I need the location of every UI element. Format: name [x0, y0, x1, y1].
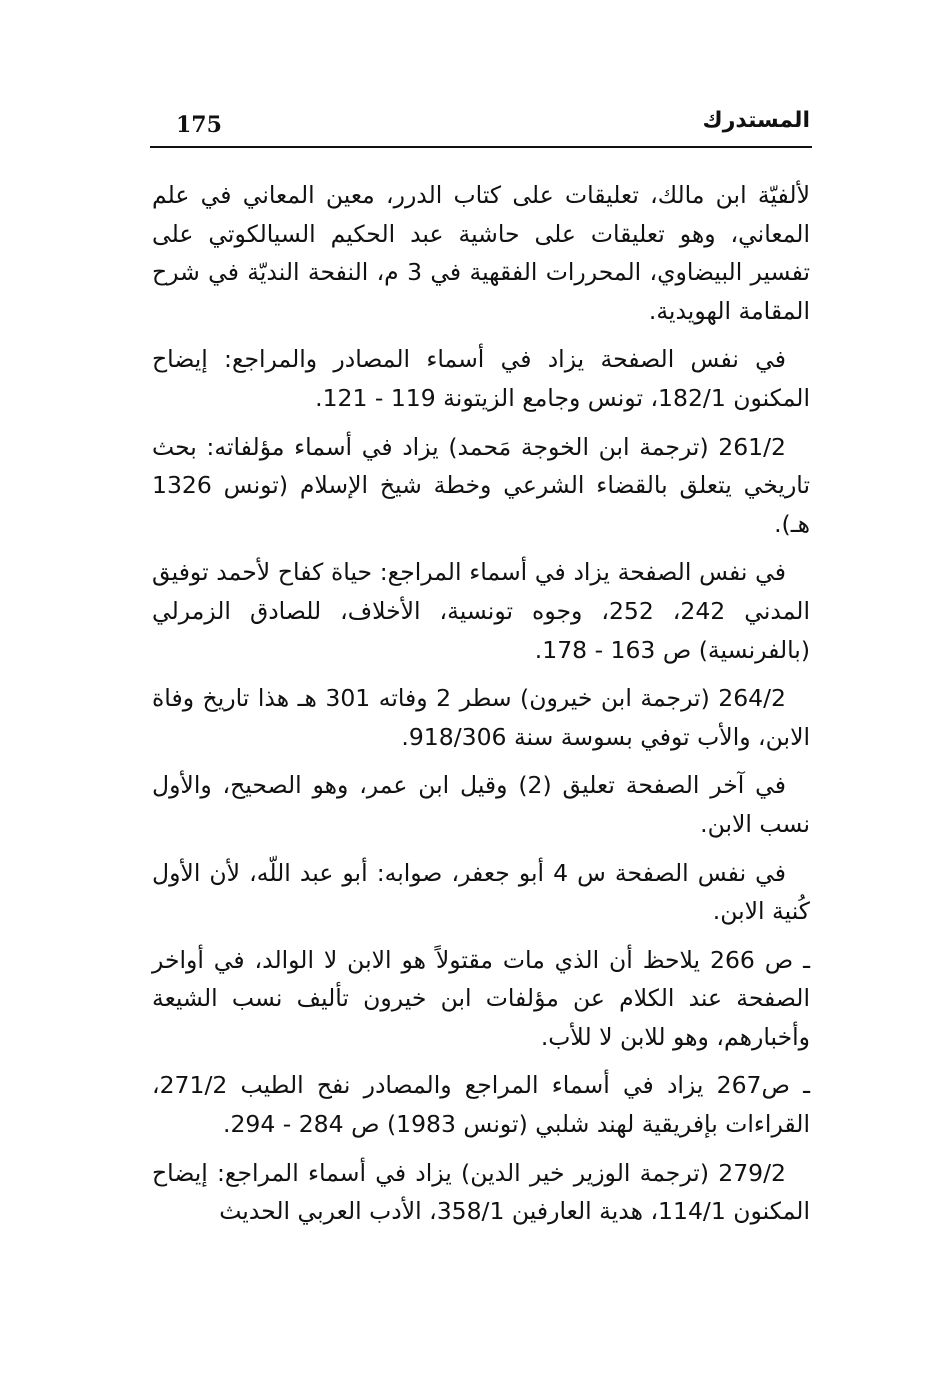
- paragraph: في آخر الصفحة تعليق (2) وقيل ابن عمر، وهو الصحيح، والأول نسب الابن.: [152, 771, 810, 838]
- paragraph: 264/2 (ترجمة ابن خيرون) سطر 2 وفاته 301 هـ هذا تاريخ وفاة الابن، والأب توفي بسوسة سنة 918/306.: [152, 684, 810, 751]
- paragraph: لألفيّة ابن مالك، تعليقات على كتاب الدرر، معين المعاني في علم المعاني، وهو تعليقات على حاشية عبد الحكيم السيالكوتي على تفسير البيضاوي، المحررات الفقهية في 3 م، النفحة النديّة في شرح المقامة الهويدية.: [152, 181, 810, 325]
- paragraph: ـ ص 266 يلاحظ أن الذي مات مقتولاً هو الابن لا الوالد، في أواخر الصفحة عند الكلام عن مؤلفات ابن خيرون تأليف نسب الشيعة وأخبارهم، وهو للابن لا للأب.: [152, 945, 810, 1051]
- page-header: [150, 100, 812, 148]
- page-number: 175: [176, 112, 222, 138]
- running-title: المستدرك: [702, 108, 810, 133]
- paragraph: في نفس الصفحة يزاد في أسماء المراجع: حياة كفاح لأحمد توفيق المدني 242، 252، وجوه تونسية، الأخلاف، للصادق الزمرلي (بالفرنسية) ص 163 - 178.: [152, 558, 810, 664]
- body-text: [152, 176, 810, 1241]
- paragraph: 279/2 (ترجمة الوزير خير الدين) يزاد في أسماء المراجع: إيضاح المكنون 114/1، هدية العارفين 358/1، الأدب العربي الحديث: [152, 1158, 810, 1226]
- paragraph: 261/2 (ترجمة ابن الخوجة مَحمد) يزاد في أسماء مؤلفاته: بحث تاريخي يتعلق بالقضاء الشرعي وخطة شيخ الإسلام (تونس 1326 هـ).: [152, 432, 810, 538]
- paragraph: في نفس الصفحة س 4 أبو جعفر، صوابه: أبو عبد اللّه، لأن الأول كُنية الابن.: [152, 858, 810, 926]
- paragraph: في نفس الصفحة يزاد في أسماء المصادر والمراجع: إيضاح المكنون 182/1، تونس وجامع الزيتونة 119 - 121.: [152, 345, 810, 412]
- paragraph: ـ ص267 يزاد في أسماء المراجع والمصادر نفح الطيب 271/2، القراءات بإفريقية لهند شلبي (تونس 1983) ص 284 - 294.: [152, 1071, 810, 1139]
